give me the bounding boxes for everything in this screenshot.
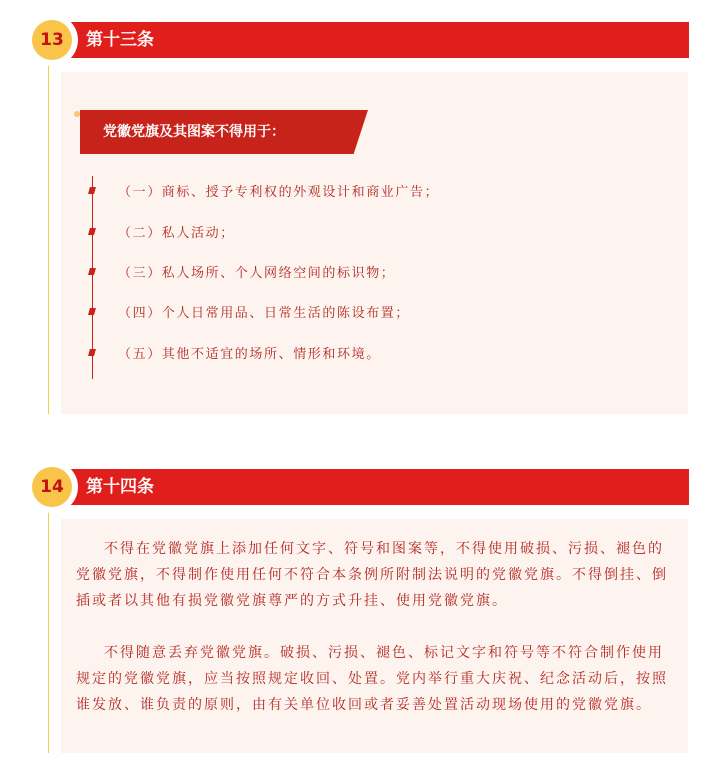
list-item: （四）个人日常用品、日常生活的陈设布置； [118, 306, 411, 321]
subheading-text: 党徽党旗及其图案不得用于： [103, 124, 285, 140]
article-number-badge: 13 [32, 20, 72, 60]
article-title: 第十三条 [86, 30, 154, 50]
list-item: （二）私人活动； [118, 226, 235, 241]
decorative-line [48, 40, 49, 414]
list-item: （三）私人场所、个人网络空间的标识物； [118, 266, 396, 281]
paragraph: 不得在党徽党旗上添加任何文字、符号和图案等，不得使用破损、污损、褪色的党徽党旗，不得制作使用任何不符合本条例所附制法说明的党徽党旗。不得倒挂、倒插或者以其他有损党徽党旗尊严的方式升挂、使用党徽党旗。 [76, 541, 668, 609]
decorative-line [48, 487, 49, 753]
article-header-bar [60, 469, 689, 505]
decorative-dot [74, 111, 80, 117]
article-header-bar [60, 22, 689, 58]
list-item: （五）其他不适宜的场所、情形和环境。 [118, 347, 381, 362]
paragraph: 不得随意丢弃党徽党旗。破损、污损、褪色、标记文字和符号等不符合制作使用规定的党徽党旗，应当按照规定收回、处置。党内举行重大庆祝、纪念活动后，按照谁发放、谁负责的原则，由有关单位收回或者妥善处置活动现场使用的党徽党旗。 [76, 645, 668, 713]
article-title: 第十四条 [86, 477, 154, 497]
list-item: （一）商标、授予专利权的外观设计和商业广告； [118, 185, 440, 200]
article-number-badge: 14 [32, 467, 72, 507]
